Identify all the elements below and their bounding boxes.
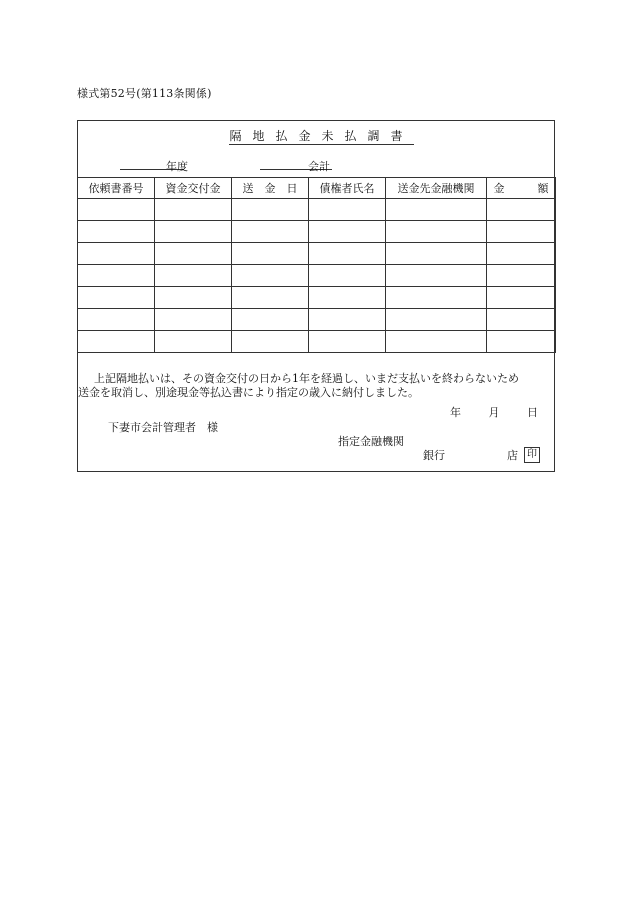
table-row [78,309,556,331]
table-cell[interactable] [232,287,309,309]
header-remittance-date: 送 金 日 [232,178,309,199]
table-cell[interactable] [386,265,487,287]
table-cell[interactable] [487,221,556,243]
table-cell[interactable] [386,331,487,353]
table-cell[interactable] [78,287,155,309]
table-cell[interactable] [309,331,386,353]
table-cell[interactable] [386,287,487,309]
date-day-label: 日 [527,406,538,419]
table-cell[interactable] [232,199,309,221]
addressee: 下妻市会計管理者 様 [108,421,218,434]
bank-branch-line [423,447,540,463]
table-cell[interactable] [487,309,556,331]
branch-word: 店 [507,449,518,462]
table-cell[interactable] [232,243,309,265]
seal-mark: 印 [524,447,540,463]
table-row [78,199,556,221]
table-cell[interactable] [78,309,155,331]
table-cell[interactable] [309,243,386,265]
form-title-text: 隔地払金未払調書 [229,129,414,143]
table-cell[interactable] [155,265,232,287]
table-cell[interactable] [78,243,155,265]
table-cell[interactable] [309,287,386,309]
date-year-label: 年 [450,406,461,419]
table-cell[interactable] [309,199,386,221]
table-row [78,243,556,265]
table-cell[interactable] [487,331,556,353]
table-cell[interactable] [155,199,232,221]
table-cell[interactable] [78,199,155,221]
statement-line-2: 送金を取消し、別途現金等払込書により指定の歳入に納付しました。 [78,386,419,399]
table-cell[interactable] [386,309,487,331]
form-frame [77,120,555,472]
table-header-row [78,178,556,199]
table-cell[interactable] [487,287,556,309]
unpaid-table [77,177,556,353]
table-cell[interactable] [487,265,556,287]
table-cell[interactable] [386,221,487,243]
header-creditor-name: 債権者氏名 [309,178,386,199]
table-row [78,265,556,287]
table-cell[interactable] [386,199,487,221]
form-number-label: 様式第52号(第113条関係) [77,87,212,100]
table-cell[interactable] [155,309,232,331]
header-amount: 金 額 [487,178,556,199]
fiscal-year-label: 年度 [166,160,188,173]
table-cell[interactable] [309,309,386,331]
date-line [426,404,538,420]
table-cell[interactable] [487,243,556,265]
table-cell[interactable] [232,331,309,353]
account-label: 会計 [308,160,330,173]
table-cell[interactable] [155,221,232,243]
table-row [78,287,556,309]
statement-line-1: 上記隔地払いは、その資金交付の日から1年を経過し、いまだ支払いを終わらないため [94,372,519,385]
statement-text [78,372,554,400]
table-cell[interactable] [78,265,155,287]
table-cell[interactable] [232,221,309,243]
table-row [78,331,556,353]
table-row [78,221,556,243]
table-cell[interactable] [309,221,386,243]
table-cell[interactable] [78,331,155,353]
designated-bank-label: 指定金融機関 [338,435,404,448]
header-remittance-bank: 送金先金融機関 [386,178,487,199]
date-month-label: 月 [488,406,500,419]
table-cell[interactable] [232,265,309,287]
table-cell[interactable] [487,199,556,221]
table-cell[interactable] [232,309,309,331]
table-cell[interactable] [386,243,487,265]
header-request-number: 依頼書番号 [78,178,155,199]
header-fund-grant: 資金交付金 [155,178,232,199]
table-cell[interactable] [309,265,386,287]
table-cell[interactable] [155,331,232,353]
table-cell[interactable] [155,287,232,309]
table-cell[interactable] [155,243,232,265]
table-cell[interactable] [78,221,155,243]
form-title [78,127,554,144]
bank-word: 銀行 [423,449,445,462]
